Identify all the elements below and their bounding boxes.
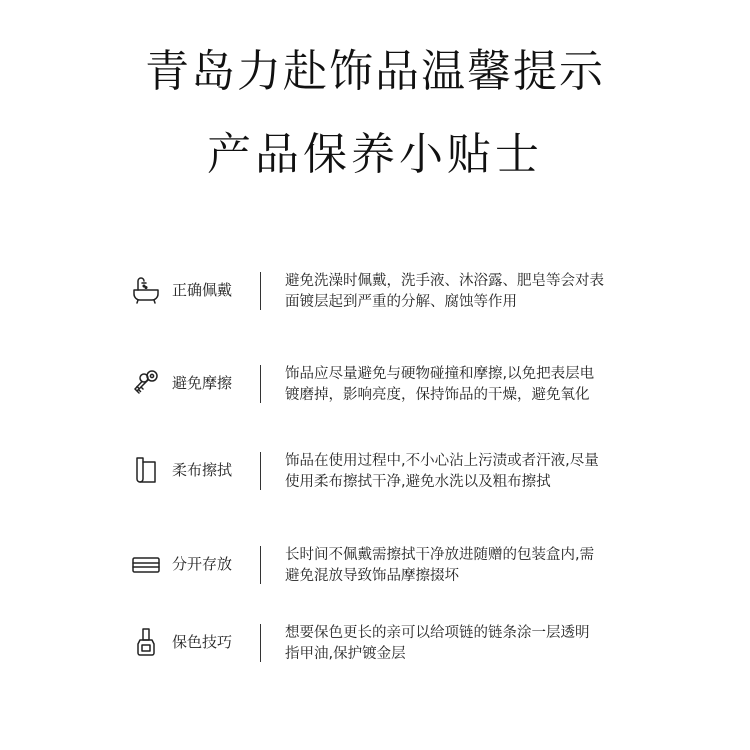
tip-label: 柔布擦拭 <box>172 461 233 479</box>
tip-item-color-care <box>0 618 750 678</box>
divider <box>260 365 261 403</box>
tip-label: 避免摩擦 <box>172 374 233 392</box>
tip-description-line: 想要保色更长的亲可以给项链的链条涂一层透明 <box>285 625 590 641</box>
tip-description-line: 避免洗澡时佩戴，洗手液、沐浴露、肥皂等会对表 <box>285 273 604 289</box>
divider <box>260 452 261 490</box>
tip-description-line: 饰品应尽量避免与硬物碰撞和摩擦,以免把表层电 <box>285 366 595 382</box>
tip-description-line: 指甲油,保护镀金层 <box>285 646 406 662</box>
tip-description-line: 饰品在使用过程中,不小心沾上污渍或者汗液,尽量 <box>285 453 599 469</box>
keys-icon <box>130 367 162 399</box>
tip-item-wear <box>0 266 750 326</box>
tip-description-line: 避免混放导致饰品摩擦掇坏 <box>285 568 459 584</box>
tip-description <box>285 271 645 313</box>
tip-description-line: 长时间不佩戴需擦拭干净放进随赠的包装盒内,需 <box>285 547 595 563</box>
storage-box-icon <box>130 548 162 580</box>
page-subtitle: 产品保养小贴士 <box>207 129 543 180</box>
cloth-roll-icon <box>130 454 162 486</box>
page-title: 青岛力赴饰品温馨提示 <box>145 46 605 97</box>
divider <box>260 624 261 662</box>
tip-description-line: 镀磨掉，影响亮度，保持饰品的干燥，避免氧化 <box>285 387 590 403</box>
divider <box>260 272 261 310</box>
tip-description-line: 使用柔布擦拭干净,避免水洗以及粗布擦拭 <box>285 474 551 490</box>
nail-polish-icon <box>130 626 162 658</box>
tip-description <box>285 364 645 406</box>
tip-item-wipe <box>0 446 750 506</box>
tip-description <box>285 623 645 665</box>
tip-item-storage <box>0 540 750 600</box>
tip-label: 正确佩戴 <box>172 281 233 299</box>
tip-item-friction <box>0 359 750 419</box>
bathtub-icon <box>130 274 162 306</box>
tip-description <box>285 451 645 493</box>
tip-label: 分开存放 <box>172 555 233 573</box>
divider <box>260 546 261 584</box>
tip-label: 保色技巧 <box>172 633 233 651</box>
tip-description <box>285 545 645 587</box>
tip-description-line: 面镀层起到严重的分解、腐蚀等作用 <box>285 294 517 310</box>
